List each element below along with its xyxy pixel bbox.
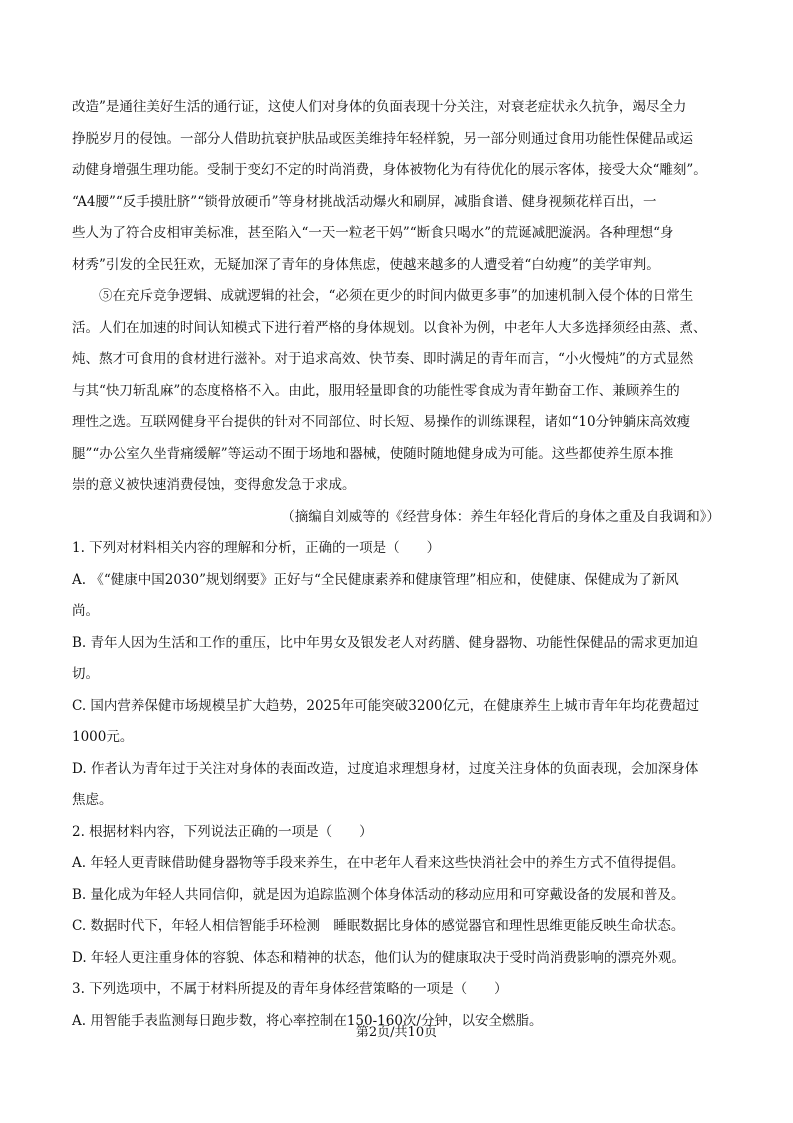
text-line: 炖、熬才可食用的食材进行滋补。对于追求高效、快节奏、即时满足的青年而言，“小火慢炖”的方式显然 [72,351,694,367]
paragraph-5 [72,281,722,502]
text-line: 腿”“办公室久坐背痛缓解”等运动不囿于场地和器械，使随时随地健身成为可能。这些都使养生原本推 [72,445,674,462]
source-citation: （摘编自刘威等的《经营身体：养生年轻化背后的身体之重及自我调和》） [281,508,720,525]
option-c: C. 数据时代下，年轻人相信智能手环检测 睡眠数据比身体的感觉器官和理性思维更能反映生命状态。 [72,918,685,934]
question-1 [72,533,722,817]
text-line: 理性之选。互联网健身平台提供的针对不同部位、时长短、易操作的训练课程，诸如“10分钟躺床高效瘦 [72,414,691,430]
question-stem: 1. 下列对材料相关内容的理解和分析，正确的一项是（ ） [72,540,441,556]
option-a: A. 年轻人更青睐借助健身器物等手段来养生，在中老年人看来这些快消社会中的养生方式不值得提倡。 [72,855,685,871]
text-line: ⑤在充斥竞争逻辑、成就逻辑的社会，“必须在更少的时间内做更多事”的加速机制入侵个体的日常生 [99,288,694,304]
document-body [72,92,722,1037]
option-c-cont: 1000元。 [72,729,134,745]
text-line: 改造”是通往美好生活的通行证，这使人们对身体的负面表现十分关注，对衰老症状永久抗争，竭尽全力 [72,99,687,115]
text-line: 动健身增强生理功能。受制于变幻不定的时尚消费，身体被物化为有待优化的展示客体，接受大众“雕刻”。 [72,162,707,178]
paragraph-4 [72,92,722,281]
option-a: A. 用智能手表监测每日跑步数，将心率控制在150-160次/分钟，以安全燃脂。 [72,1012,543,1029]
text-line: 与其“快刀斩乱麻”的态度格格不入。由此，服用轻量即食的功能性零食成为青年勤奋工作、兼顾养生的 [72,382,680,399]
text-line: 材秀”引发的全民狂欢，无疑加深了青年的身体焦虑，使越来越多的人遭受着“白幼瘦”的美学审判。 [72,256,660,273]
option-b: B. 青年人因为生活和工作的重压，比中年男女及银发老人对药膳、健身器物、功能性保健品的需求更加迫 [72,634,699,651]
text-line: 崇的意义被快速消费侵蚀，变得愈发急于求成。 [72,477,356,493]
option-b: B. 量化成为年轻人共同信仰，就是因为追踪监测个体身体活动的移动应用和可穿戴设备的发展和普及。 [72,886,685,903]
option-d: D. 年轻人更注重身体的容貌、体态和精神的状态，他们认为的健康取决于受时尚消费影响的漂亮外观。 [72,949,685,966]
page-number: 第2页/共10页 [355,1025,438,1040]
text-line: 些人为了符合皮相审美标准，甚至陷入“一天一粒老干妈”“断食只喝水”的荒诞减肥漩涡。各种理想“身 [72,225,674,241]
question-stem: 3. 下列选项中，不属于材料所提及的青年身体经营策略的一项是（ ） [72,981,508,997]
option-a: A. 《“健康中国2030”规划纲要》正好与“全民健康素养和健康管理”相应和，使健康、保健成为了新风 [72,571,679,588]
text-line: 挣脱岁月的侵蚀。一部分人借助抗衰护肤品或医美维持年轻样貌，另一部分则通过食用功能性保健品或运 [72,130,693,147]
option-c: C. 国内营养保健市场规模呈扩大趋势，2025年可能突破3200亿元，在健康养生上城市青年年均花费超过 [72,697,700,714]
question-stem: 2. 根据材料内容，下列说法正确的一项是（ ） [72,823,373,840]
option-a-cont: 尚。 [72,603,99,619]
option-d-cont: 焦虑。 [72,792,113,808]
option-d: D. 作者认为青年过于关注对身体的表面改造，过度追求理想身材，过度关注身体的负面表现，会加深身体 [72,760,699,777]
option-b-cont: 切。 [72,666,99,682]
text-line: 活。人们在加速的时间认知模式下进行着严格的身体规划。以食补为例，中老年人大多选择须经由蒸、煮、 [72,319,707,336]
question-2 [72,817,722,975]
text-line: “A4腰”“反手摸肚脐”“锁骨放硬币”等身材挑战活动爆火和刷屏，减脂食谱、健身视频花样百出，一 [72,193,657,210]
